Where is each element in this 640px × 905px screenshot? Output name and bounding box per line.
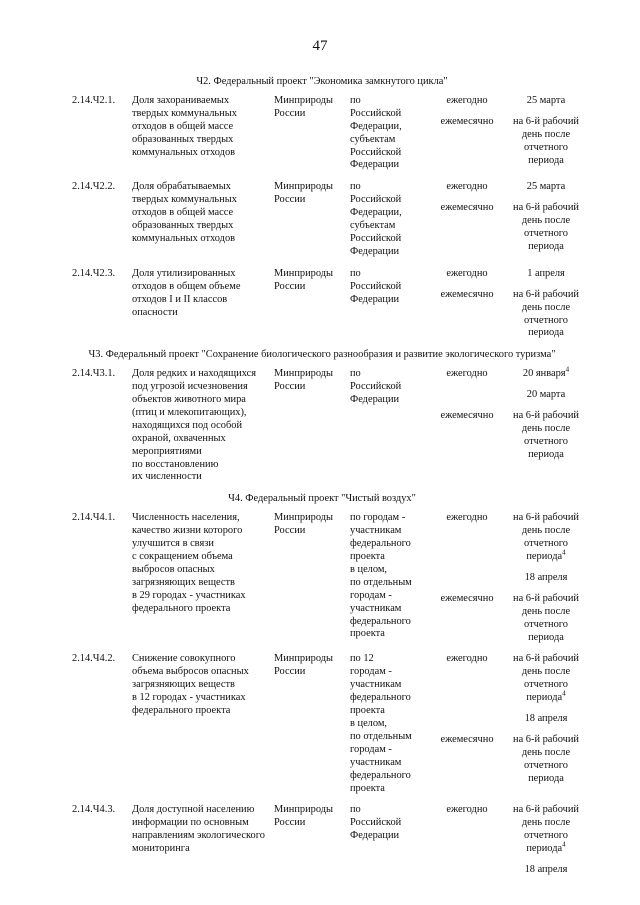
schedule-list [428,95,586,172]
deadline: 20 марта [526,389,566,401]
indicator-name: Доля редких и находящихся под угрозой исчезновения объектов животного мира (птиц и млекопитающих), находящихся под особой охраной, охваченных мероприятиями по восстановлению их численности [132,368,257,483]
aggregation-level: по Российской Федерации, субъектам Российской Федерации [350,94,402,171]
indicator-code: 2.14.Ч2.2. [72,181,116,193]
schedule-item [428,410,586,462]
indicator-code: 2.14.Ч2.3. [72,267,116,279]
section-title: Ч2. Федеральный проект "Экономика замкнутого цикла" [196,76,448,87]
section-title: Ч3. Федеральный проект "Сохранение биологического разнообразия и развитие экологического туризма" [88,349,556,361]
deadline: 18 апреля [524,713,568,725]
deadline: на 6-й рабочий день после отчетного периода$^4$ [513,804,579,855]
schedule-item [428,593,586,645]
schedule-item [428,202,586,254]
schedule-list [428,268,586,341]
schedule-item [428,653,586,705]
schedule-item [428,289,586,341]
frequency: ежегодно [446,804,488,816]
schedule-item [428,804,586,856]
frequency [428,713,506,726]
page-number: 47 [312,38,328,54]
aggregation-level: по Российской Федерации [350,804,402,842]
aggregation-level: по Российской Федерации [350,368,402,406]
deadline: 18 апреля [524,571,568,583]
deadline: 18 апреля [524,864,568,876]
table-row [72,365,579,484]
indicator-name: Доля обрабатываемых твердых коммунальных отходов в общей массе образованных твердых коммунальных отходов [132,181,237,244]
responsible-agency: Минприроды России [274,804,334,829]
frequency: ежегодно [446,181,488,193]
schedule-item [428,95,586,108]
indicator-name: Доля утилизированных отходов в общем объеме отходов I и II классов опасности [132,267,241,318]
indicator-name: Доля захораниваемых твердых коммунальных отходов в общей массе образованных твердых коммунальных отходов [132,94,237,158]
deadline: 1 апреля [527,267,565,279]
deadline: 25 марта [526,94,566,106]
schedule-list [428,365,586,484]
frequency: ежегодно [446,653,488,665]
document-body [72,72,579,886]
indicator-name: Снижение совокупного объема выбросов опасных загрязняющих веществ в 12 городах - участниках федерального проекта [132,653,249,717]
indicator-name: Доля доступной населению информации по основным направлениям экологического мониторинга [132,804,265,855]
indicator-code: 2.14.Ч2.1. [72,94,116,106]
aggregation-level: по Российской Федерации [350,267,402,305]
responsible-agency: Минприроды России [274,267,334,292]
frequency [428,572,506,585]
deadline: на 6-й рабочий день после отчетного периода$^4$ [513,512,579,562]
schedule-list [428,512,586,644]
responsible-agency: Минприроды России [274,512,334,537]
frequency: ежегодно [446,512,488,524]
footnote-mark: 4 [562,840,566,849]
indicator-code: 2.14.Ч3.1. [72,368,116,380]
schedule-item [428,181,586,194]
table-row [72,94,579,172]
schedule-item [428,512,586,564]
schedule-item [428,734,586,786]
section-title: Ч4. Федеральный проект "Чистый воздух" [228,493,416,505]
frequency: ежемесячно [440,733,494,745]
table-row [72,653,579,795]
indicator-code: 2.14.Ч4.2. [72,653,116,665]
responsible-agency: Минприроды России [274,94,334,119]
deadline: на 6-й рабочий день после отчетного периода [513,288,579,339]
table-row [72,512,579,644]
schedule-list [428,653,586,795]
frequency: ежемесячно [440,202,494,214]
deadline: на 6-й рабочий день после отчетного периода [513,115,579,166]
frequency: ежемесячно [440,410,494,422]
schedule-item [428,116,586,168]
frequency: ежегодно [446,368,488,380]
deadline: 25 марта [526,181,566,193]
schedule-list [428,181,586,258]
indicator-code: 2.14.Ч4.1. [72,512,116,524]
responsible-agency: Минприроды России [274,181,334,206]
footnote-mark: 4 [562,689,566,698]
frequency: ежемесячно [440,288,494,300]
frequency: ежегодно [446,267,488,279]
deadline: на 6-й рабочий день после отчетного периода [513,410,579,460]
deadline: на 6-й рабочий день после отчетного периода [513,733,579,784]
schedule-item [428,365,586,381]
indicator-name: Численность населения, качество жизни которого улучшится в связи с сокращением объема выбросов опасных загрязняющих веществ в 29 городах - участниках федерального проекта [132,512,246,614]
frequency [428,389,506,402]
schedule-list [428,804,586,877]
frequency: ежемесячно [440,592,494,604]
schedule-item [428,389,586,402]
deadline: 20 января$^4$ [522,365,570,380]
aggregation-level: по 12 городам - участникам федерального проекта в целом, по отдельным городам - участникам федерального проекта [350,653,412,794]
indicator-code: 2.14.Ч4.3. [72,804,116,816]
footnote-mark: 4 [562,548,566,557]
deadline: на 6-й рабочий день после отчетного периода [513,202,579,252]
table-row [72,181,579,258]
responsible-agency: Минприроды России [274,653,334,678]
responsible-agency: Минприроды России [274,368,334,393]
aggregation-level: по Российской Федерации, субъектам Российской Федерации [350,181,402,257]
frequency: ежегодно [446,94,488,106]
schedule-item [428,713,586,726]
table-row [72,804,579,877]
schedule-item [428,268,586,281]
footnote-mark: 4 [565,365,570,374]
deadline: на 6-й рабочий день после отчетного периода [513,592,579,643]
frequency: ежемесячно [440,115,494,127]
aggregation-level: по городам - участникам федерального проекта в целом, по отдельным городам - участникам федерального проекта [350,512,412,640]
frequency [428,864,506,877]
schedule-item [428,864,586,877]
deadline: на 6-й рабочий день после отчетного периода$^4$ [513,653,579,704]
table-row [72,267,579,341]
schedule-item [428,572,586,585]
